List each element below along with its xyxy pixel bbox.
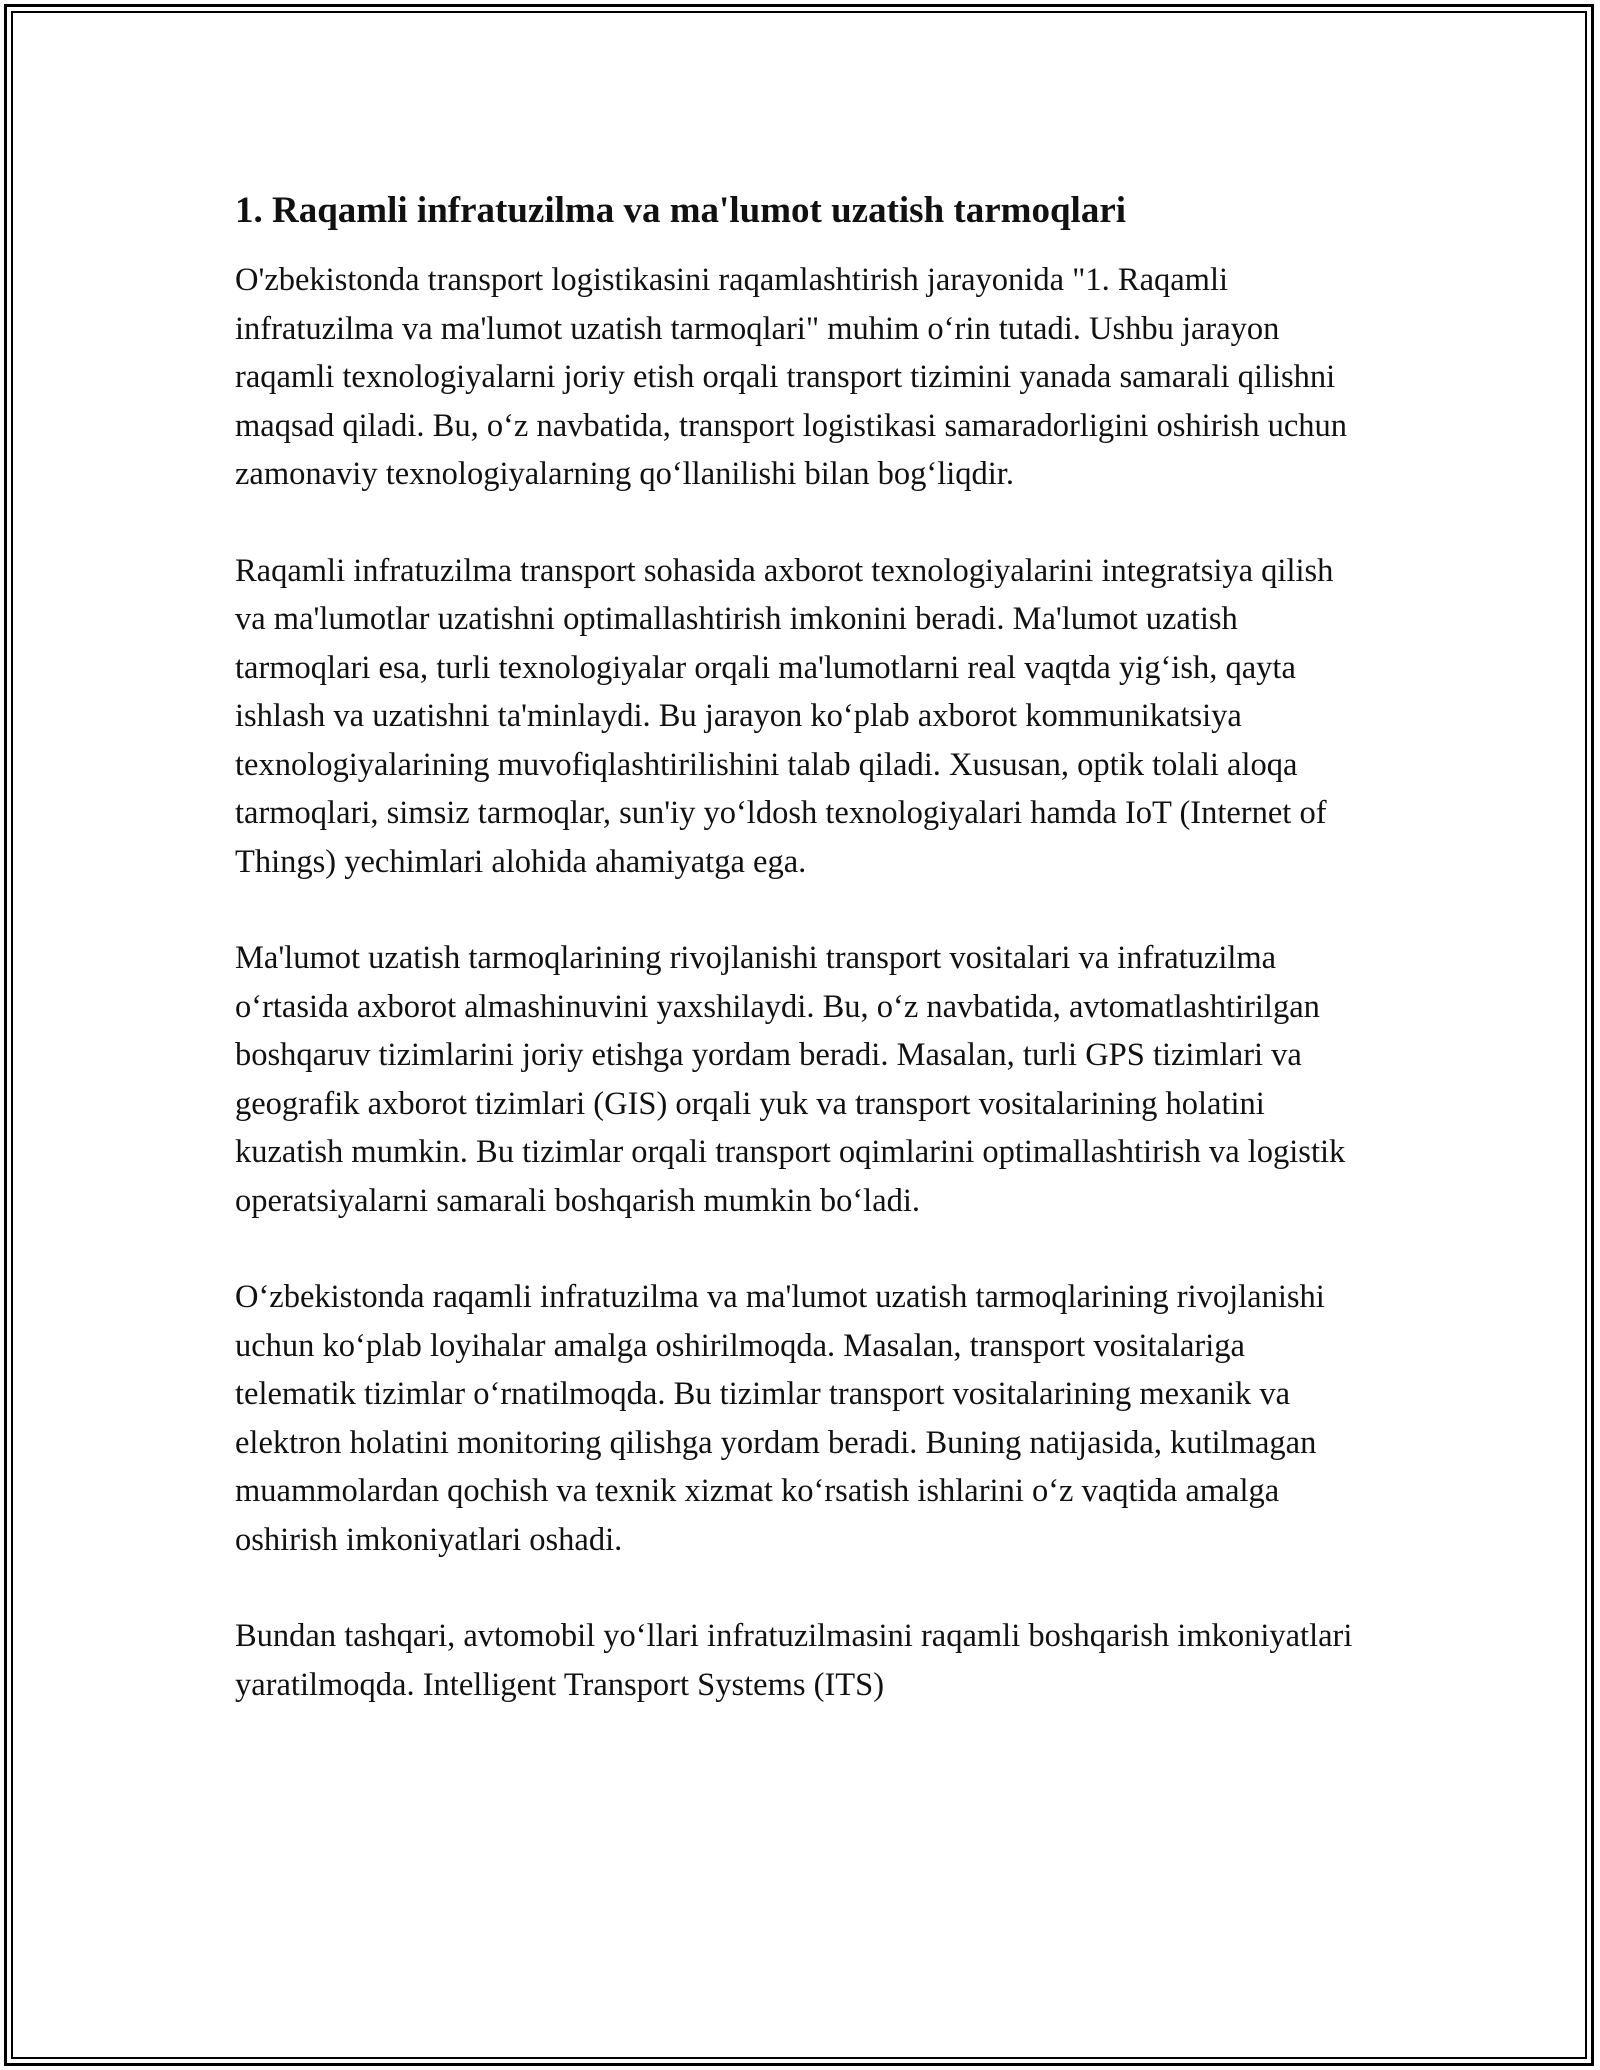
paragraph-5: Bundan tashqari, avtomobil yo‘llari infratuzilmasini raqamli boshqarish imkoniyatlari yaratilmoqda. Intelligent Transport Systems (ITS)	[235, 1618, 1353, 1703]
paragraph-3: Ma'lumot uzatish tarmoqlarining rivojlanishi transport vositalari va infratuzilma o‘rtasida axborot almashinuvini yaxshilaydi. Bu, o‘z navbatida, avtomatlashtirilgan boshqaruv tizimlarini joriy etishga yordam beradi. Masalan, turli GPS tizimlari va geografik axborot tizimlari (GIS) orqali yuk va transport vositalarining holatini kuzatish mumkin. Bu tizimlar orqali transport oqimlarini optimallashtirish va logistik operatsiyalarni samarali boshqarish mumkin bo‘ladi.	[235, 940, 1346, 1219]
paragraph-4: O‘zbekistonda raqamli infratuzilma va ma'lumot uzatish tarmoqlarining rivojlanishi uchun ko‘plab loyihalar amalga oshirilmoqda. Masalan, transport vositalariga telematik tizimlar o‘rnatilmoqda. Bu tizimlar transport vositalarining mexanik va elektron holatini monitoring qilishga yordam beradi. Buning natijasida, kutilmagan muammolardan qochish va texnik xizmat ko‘rsatish ishlarini o‘z vaqtida amalga oshirish imkoniyatlari oshadi.	[235, 1279, 1325, 1558]
paragraph-2: Raqamli infratuzilma transport sohasida axborot texnologiyalarini integratsiya qilish va ma'lumotlar uzatishni optimallashtirish imkonini beradi. Ma'lumot uzatish tarmoqlari esa, turli texnologiyalar orqali ma'lumotlarni real vaqtda yig‘ish, qayta ishlash va uzatishni ta'minlaydi. Bu jarayon ko‘plab axborot kommunikatsiya texnologiyalarining muvofiqlashtirilishini talab qiladi. Xususan, optik tolali aloqa tarmoqlari, simsiz tarmoqlar, sun'iy yo‘ldosh texnologiyalari hamda IoT (Internet of Things) yechimlari alohida ahamiyatga ega.	[235, 552, 1334, 880]
document-body	[235, 188, 1365, 1757]
section-heading: 1. Raqamli infratuzilma va ma'lumot uzatish tarmoqlari	[235, 190, 1127, 231]
paragraph-1: O'zbekistonda transport logistikasini raqamlashtirish jarayonida "1. Raqamli infratuzilma va ma'lumot uzatish tarmoqlari" muhim o‘rin tutadi. Ushbu jarayon raqamli texnologiyalarni joriy etish orqali transport tizimini yanada samarali qilishni maqsad qiladi. Bu, o‘z navbatida, transport logistikasi samaradorligini oshirish uchun zamonaviy texnologiyalarning qo‘llanilishi bilan bog‘liqdir.	[235, 262, 1348, 492]
